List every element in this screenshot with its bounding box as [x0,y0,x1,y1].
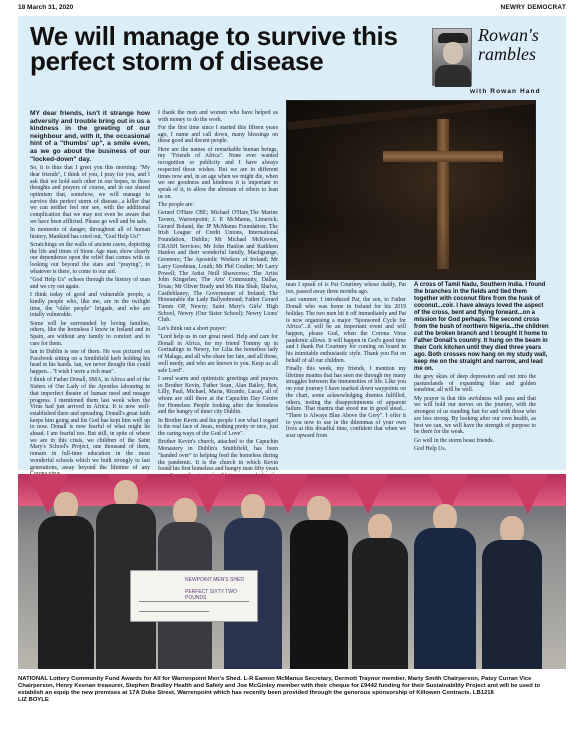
person [38,492,94,669]
paragraph: Go well in the storm beast friends. [414,437,495,444]
paragraph: In Brother Kevin and his people I see what I regard is the real face of Jesus, nothing pretty or nice, just the caring ways of the God of Love". [158,417,278,438]
ceiling-beam [287,100,536,130]
page-date: 18 March 31, 2020 [18,4,74,11]
paragraph: God Help Us. [414,445,447,452]
paragraph: the grey skies of deep depression and out into the pasturelands of expanding blue and golden sunshine, all will be well. [414,374,536,394]
cheque-amount: PERFECT SIXTY TWO POUNDS [185,589,237,601]
photo-credit: LIZ BOYLE [18,697,49,703]
headline: We will manage to survive this perfect storm of disease [30,21,398,76]
cheque [130,570,258,622]
paragraph: My prayer is that this awfulness will pass and that we will hold our nerves on the journey, with the strongest of us standing fast for and with those who are less strong. By looking after our own health, as best we can, we will have the strength of purpose to be there for the weak. [414,395,536,436]
paragraph: I thank the men and women who have helped us with money to do the work. [158,110,278,123]
person [414,504,476,669]
paragraph: Last summer, I introduced Pat, the son, to Father Donall who was home in Ireland for his 2019 holiday. The two men hit it off immediately and Pat is now organising a major "Sponsored Cycle for Africa"...it will be an important event and will happen, please God, when the Corona Virus pandemic allows. It will happen in God's good time and I thank Pat Courtney for coming on board in his inimitable enthusiastic style. Thank you Pat on behalf of all our children. [286,297,406,364]
column-title: Rowan's rambles [478,25,539,64]
cross-photo [286,100,536,280]
column-byline: with Rowan Hand [470,88,541,95]
person [482,516,542,669]
paragraph: Here are the names of remarkable human beings, my "Friends of Africa". None ever wanted recognition or publicity and I have always respected those wishes. But we are in different times now and, in an age when we might die, when we see goodness and kindness it is important to speak of it, to allow the altruism of others to lean us on. [158,146,278,200]
paper-name: NEWRY DEMOCRAT [500,4,566,11]
paragraph: Brother Kevin's church, attached to the Capuchin Monastery in Dublin's Smithfield, has been "handed over" to helping feed the homeless during the pandemic. It is the church in which Kevin found his first homeless and hungry man fifty years [158,439,278,473]
person [290,496,348,669]
paragraph: "God Help Us" echoes through the history of man and we cry out again. [30,277,150,290]
person [352,514,408,669]
paragraph: Let's think out a short prayer: [158,325,227,332]
article-column-2 [158,110,278,495]
paragraph: I think of Father Donall, SMA, in Africa and of the Sisters of Our Lady of the Apostles labouring in that imperfect theatre of human need and meagre progress. I mentioned them last week when the Virus had just arrived in Africa. It is now well-established there and spreading. Donall's great faith keeps him going and his God has kept him well up to now. Donall is now fearful of what might lie ahead. I am fearful too. But still, in spite of where we are in this crisis, we children of the Saint Mary's School's Project, one thousand of them, remain in full-time education in the most wonderful schools which we built strongly to last generations, away beyond the lifetime of any [30,377,150,471]
paragraph: For the first time since I started this fifteen years ago, I name and call down, many blessings on those good and decent people. [158,125,278,145]
paragraph: The people are: [158,201,195,208]
paragraph: I think today of good and vulnerable people, a kindly people who, like me, are in the twilight time, the "older people" brigade, and who are totally vulnerable. [30,292,150,319]
paragraph: Finally this week, my friends, I mention my lifetime mantra that has seen me through my many struggles between the immensities of life. Like you on your journey I have marked down waypoints on the chart, some acknowledging dismiss fulfilled, others, noting the disappointments of apparent failure. That mantra that stood me in good stead... "There is Always Blue Above the Grey". I offer it to you now to use in the dilemmas of your own lives at this dreadful time, confident that when we soar upward from [286,366,406,440]
paragraph: Some will be surrounded by loving families, others, like the homeless I know in Ireland and in Spain, are without any family to comfort and to care for them. [30,320,150,347]
cheque-payee: NEWPOINT MEN'S SHED [185,577,244,583]
paragraph: Gerard O'Hare CBE; Michael O'Hare,The Marine Tavern, Warrenpoint; J. P. McManus, Limerick; Gerard Boland, the JP McManus Foundation; The Irish League of Credit Unions, International Foundation, Dublin; Mr Michael McKeown, CRASH Services; Mr John Hanlon and Kathleen Hanlon and their wonderful family, Machgrange, Greenore; The Apostolic Workers of Ireland; Mr Larry Goodman, Louth; Mr Phil Coulter; Mr Larry Powell; The Artist Neill Shawcross; The Artist John Kingerlee; The Arts' Community, Dallas, Texas; Mr Oliver Brady and Ms Rita Shah, Shalva, Castleblaney; The Government of Ireland; The Honourable the Lady Ballyedmond; Father Gerard Tumm OP, Newry; Saint Mary's Girls' High School, Newry (Our Sister School); Newry Lions' Club. [158,210,278,324]
group-photo [18,474,566,669]
paragraph: "Lord help us in our great need. Help and care for Donall in Africa, for my friend Tommy up in Gortnabigo in Newry, for Lilia the homeless lady of Malaga, and all who share her fate, and all those, well needy, and who are known to you. Keep us all safe Lord". [158,334,278,374]
page-header [18,4,566,14]
paragraph: I send warm and optimistic greetings and prayers to Brother Kevin, Father Sean, Alan Bailey, Ben, Lilly, Paul, Michael, Maria, Ricardo, Lucas, all of whom are still there at the Capuchin Day Centre for Homeless People looking after the homeless and the hungry of inner city Dublin. [158,375,278,416]
article-column-1 [30,110,150,480]
photo-caption: A cross of Tamil Nadu, Southern India. I found the branches in the fields and tied them together with coconut fibre from the husk of coconut...coir. I have always loved the aspect of the cross, bent and flying forward...on a mission for God perhaps. The second cross from the bush of northern Nigeria...the children cut the broken branch and I brought it home to Father Donall's country. It hung on the beam in their Cork kitchen until they died three years ago. Both crosses now hang on my study wall, keep me on the straight and narrow, and lead me on. [414,282,549,372]
paragraph: Ian in Dublin is one of them. He was pictured on Facebook sitting on a Smithfield kerb holding his head in his hands. Ian, we never thought this could happen... "I wish I were a rich man". [30,349,150,376]
caption-text: NATIONAL Lottery Community Fund Awards for All for Warrenpoint Men's Shed. L-R Eamon McManus Secretary, Dermott Traynor member, Marty Smith Chairperson, Patsy Curran Vice Chairperson, Henry Keenan treasurer, Stephen Bradley Health and Safety and Joe McGinley member with their cheque for £9442 funding for their Sustainability Project and will be used to establish an equip the new premises at 17A Duke Street, Warrenpoint which has recently been provided through the generous sponsorship of Killowen Contracts. LB1218 [18,676,541,696]
article-column-3 [286,254,406,441]
article-lead: MY dear friends, isn't it strange how adversity and trouble bring out in us a kindness in the greeting of our neighbour and, with it, the occasional hint of a "thumbs' up", a smile even, as we go about the business of our "locked-down" day. [30,110,150,163]
column-brand [428,24,568,108]
article-column-4 [414,374,536,454]
columnist-portrait-icon [432,28,472,86]
paragraph: In moments of danger, throughout all of human history, Mankind has cried out, "God Help Us!" [30,227,150,240]
paragraph: Scratchings on the walls of ancient caves, depicting the life and times of Stone Age man, show clearly our dependence upon the relief that comes with us looking out beyond the stars and "praying", to whatever is there, to come to our aid. [30,242,150,275]
group-photo-caption [18,676,566,704]
paragraph: So, it is thus that I greet you this morning: "My dear friends", I think of you, I pray for you, and I ask that we hold each other in our hopes, in those thoughts and prayers of course, and in our shared optimism that, somehow, we will manage to survive this perfect storm of disease...a killer that we can neither feel nor see, with the additional complication that we may not even be aware that we have been afflicted. Please go well and be safe. [30,165,150,225]
paragraph: man I speak of is Pat Courtney whose daddy, Pat too, passed away three months ago. [286,282,406,296]
